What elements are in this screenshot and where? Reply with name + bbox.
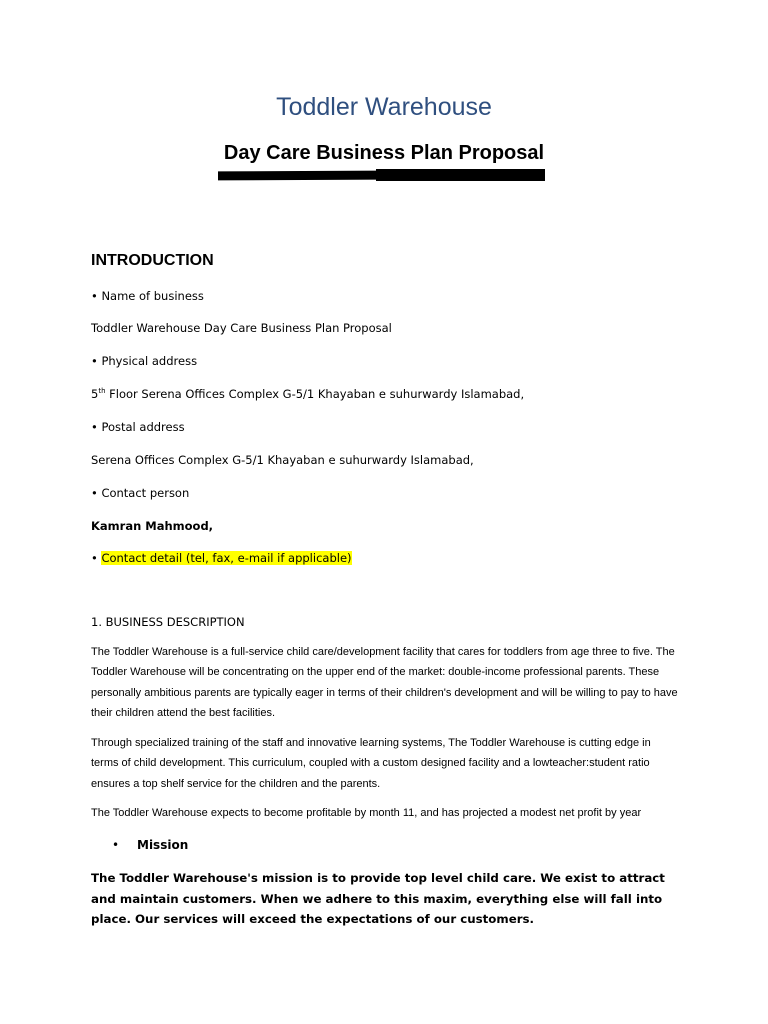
title-divider (218, 169, 545, 181)
business-description-paragraph-1: The Toddler Warehouse is a full-service child care/development facility that cares for toddlers from age three to five. The Toddler Warehouse will be concentrating on the upper end of the market: double-income professional parents. These personally ambitious parents are typically eager in terms of their children's development and will be willing to pay to have their children attend the best facilities. (91, 646, 678, 719)
introduction-heading: INTRODUCTION (91, 252, 214, 269)
business-description-paragraph-3: The Toddler Warehouse expects to become profitable by month 11, and has projected a modest net profit by year (91, 807, 642, 819)
divider-bar-right (376, 169, 545, 181)
physical-address-label: • Physical address (91, 354, 198, 368)
document-subtitle: Day Care Business Plan Proposal (223, 142, 545, 164)
physical-address-rest: Floor Serena Offices Complex G-5/1 Khayaban e suhurwardy Islamabad, (105, 387, 525, 401)
physical-address-value (91, 386, 524, 402)
name-of-business-value: Toddler Warehouse Day Care Business Plan Proposal (91, 321, 392, 335)
contact-detail-bullet: • (91, 551, 102, 565)
business-description-paragraph-2: Through specialized training of the staff and innovative learning systems, The Toddler Warehouse is cutting edge in terms of child development. This curriculum, coupled with a custom designed facility and a lowteacher:student ratio ensures a top shelf service for the children and the parents. (91, 737, 651, 790)
business-description-heading: 1. BUSINESS DESCRIPTION (91, 615, 245, 629)
contact-person-label: • Contact person (91, 486, 190, 500)
postal-address-label: • Postal address (91, 420, 185, 434)
mission-bullet-item (112, 837, 188, 853)
divider-bar-left (218, 171, 378, 181)
mission-label: Mission (137, 838, 189, 852)
mission-paragraph: The Toddler Warehouse's mission is to provide top level child care. We exist to attract and maintain customers. When we adhere to this maxim, everything else will fall into place. Our services will exceed the expectations of our customers. (91, 871, 665, 926)
contact-detail-highlight: Contact detail (tel, fax, e-mail if applicable) (101, 551, 352, 565)
contact-detail-line (91, 550, 352, 566)
floor-number: 5 (91, 387, 99, 401)
document-title: Toddler Warehouse (276, 93, 492, 121)
floor-ordinal: th (98, 387, 106, 396)
contact-person-value: Kamran Mahmood, (91, 519, 214, 533)
mission-bullet: • (112, 838, 120, 852)
name-of-business-label: • Name of business (91, 289, 204, 303)
postal-address-value: Serena Offices Complex G-5/1 Khayaban e suhurwardy Islamabad, (91, 453, 474, 467)
